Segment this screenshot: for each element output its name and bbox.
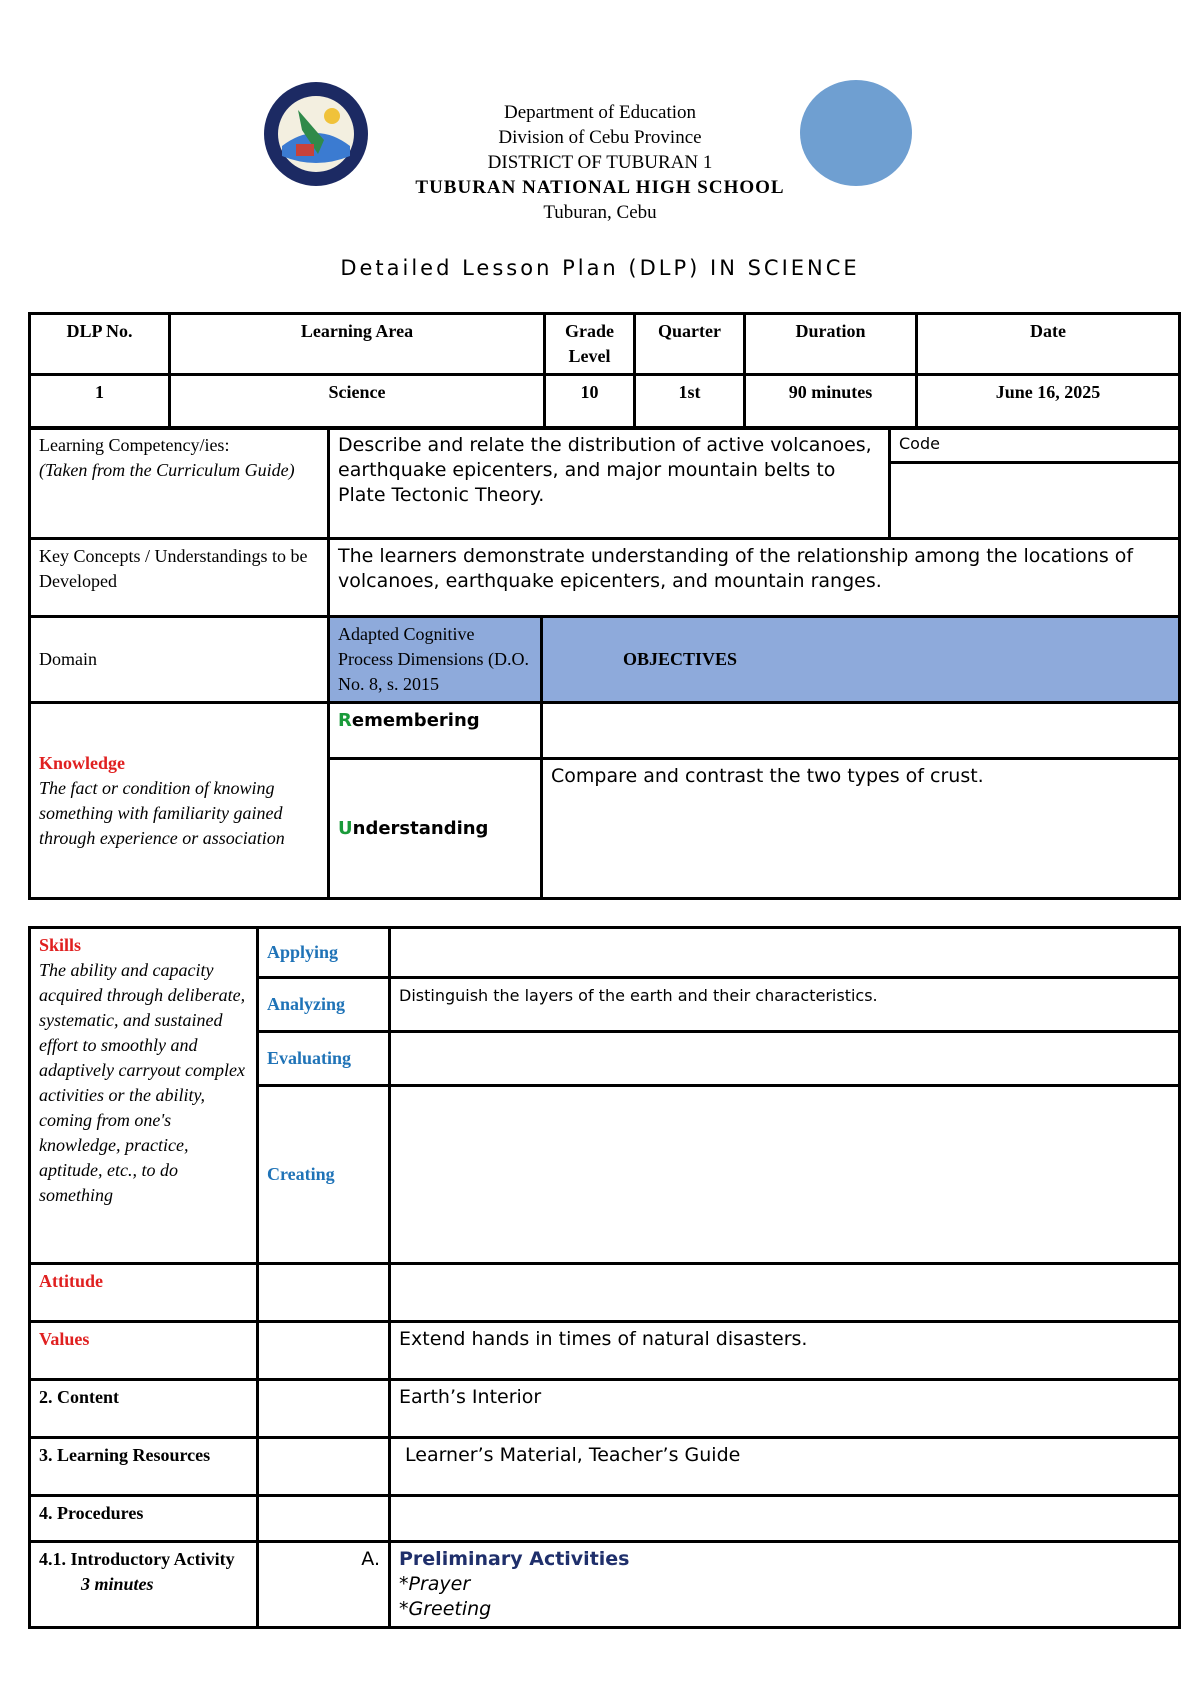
understanding-objective: Compare and contrast the two types of crust. <box>542 759 1180 899</box>
procedures-blank <box>258 1496 390 1542</box>
content-label: 2. Content <box>30 1380 258 1438</box>
resources-label: 3. Learning Resources <box>30 1438 258 1496</box>
skills-label: Skills <box>39 935 82 955</box>
header-duration: Duration <box>745 314 917 375</box>
domain-label: Domain <box>30 617 329 703</box>
header-grade-level: Grade Level <box>545 314 635 375</box>
remembering-rest: emembering <box>351 710 480 731</box>
value-learning-area: Science <box>170 375 545 429</box>
knowledge-desc: The fact or condition of knowing something with familiarity gained through experience or association <box>39 777 285 848</box>
intro-item-prayer: *Prayer <box>399 1573 471 1595</box>
header-dlp-no: DLP No. <box>30 314 170 375</box>
intro-heading: Preliminary Activities <box>399 1548 630 1570</box>
values-label: Values <box>30 1322 258 1380</box>
value-duration: 90 minutes <box>745 375 917 429</box>
attitude-objective <box>390 1264 1180 1322</box>
objectives-header: OBJECTIVES <box>542 617 1180 703</box>
header-department: Department of Education <box>503 102 697 123</box>
dlp-info-table <box>28 312 1181 430</box>
intro-marker: A. <box>258 1542 390 1628</box>
resources-blank <box>258 1438 390 1496</box>
code-label: Code <box>890 428 1180 463</box>
content-text: Earth’s Interior <box>390 1380 1180 1438</box>
intro-time: 3 minutes <box>81 1574 154 1594</box>
header-division: Division of Cebu Province <box>498 127 702 148</box>
skills-cell <box>30 928 258 1264</box>
competency-label-cell <box>30 428 329 539</box>
code-value <box>890 462 1180 538</box>
intro-label-cell <box>30 1542 258 1628</box>
level-remembering <box>329 703 542 759</box>
creating-objective <box>390 1086 1180 1264</box>
competency-label: Learning Competency/ies: <box>39 435 230 455</box>
remembering-objective <box>542 703 1180 759</box>
skills-table <box>28 926 1181 1629</box>
header-date: Date <box>917 314 1180 375</box>
objectives-table <box>28 426 1181 900</box>
document-title: Detailed Lesson Plan (DLP) IN SCIENCE <box>340 256 860 280</box>
intro-content <box>390 1542 1180 1628</box>
resources-text: Learner’s Material, Teacher’s Guide <box>390 1438 1180 1496</box>
values-objective: Extend hands in times of natural disasters. <box>390 1322 1180 1380</box>
values-level <box>258 1322 390 1380</box>
adapted-dimensions-label: Adapted Cognitive Process Dimensions (D.O. No. 8, s. 2015 <box>329 617 542 703</box>
skills-desc: The ability and capacity acquired through deliberate, systematic, and sustained effort to smoothly and adaptively carryout complex activities or the ability, coming from one's knowledge, practice, aptitude, etc., to do something <box>39 960 246 1205</box>
remembering-initial: R <box>338 710 352 731</box>
level-applying: Applying <box>258 928 390 978</box>
header-district: DISTRICT OF TUBURAN 1 <box>487 152 713 173</box>
competency-note: (Taken from the Curriculum Guide) <box>39 460 295 480</box>
knowledge-cell <box>30 703 329 899</box>
attitude-level <box>258 1264 390 1322</box>
value-quarter: 1st <box>635 375 745 429</box>
level-understanding <box>329 759 542 899</box>
content-blank <box>258 1380 390 1438</box>
intro-item-greeting: *Greeting <box>399 1598 492 1620</box>
level-analyzing: Analyzing <box>258 978 390 1032</box>
concepts-text: The learners demonstrate understanding of the relationship among the locations of volcanoes, earthquake epicenters, and mountain ranges. <box>329 539 1180 617</box>
procedures-text <box>390 1496 1180 1542</box>
header-quarter: Quarter <box>635 314 745 375</box>
understanding-rest: nderstanding <box>352 818 489 839</box>
procedures-label: 4. Procedures <box>30 1496 258 1542</box>
header-school: TUBURAN NATIONAL HIGH SCHOOL <box>415 177 785 198</box>
level-evaluating: Evaluating <box>258 1032 390 1086</box>
document-header <box>350 100 850 225</box>
value-date: June 16, 2025 <box>917 375 1180 429</box>
concepts-label: Key Concepts / Understandings to be Developed <box>30 539 329 617</box>
understanding-initial: U <box>338 818 353 839</box>
value-grade-level: 10 <box>545 375 635 429</box>
applying-objective <box>390 928 1180 978</box>
intro-label: 4.1. Introductory Activity <box>39 1549 235 1569</box>
analyzing-objective: Distinguish the layers of the earth and their characteristics. <box>390 978 1180 1032</box>
value-dlp-no: 1 <box>30 375 170 429</box>
level-creating: Creating <box>258 1086 390 1264</box>
header-learning-area: Learning Area <box>170 314 545 375</box>
attitude-label: Attitude <box>30 1264 258 1322</box>
evaluating-objective <box>390 1032 1180 1086</box>
header-location: Tuburan, Cebu <box>543 202 657 223</box>
competency-text: Describe and relate the distribution of active volcanoes, earthquake epicenters, and major mountain belts to Plate Tectonic Theory. <box>329 428 890 539</box>
knowledge-label: Knowledge <box>39 752 126 773</box>
